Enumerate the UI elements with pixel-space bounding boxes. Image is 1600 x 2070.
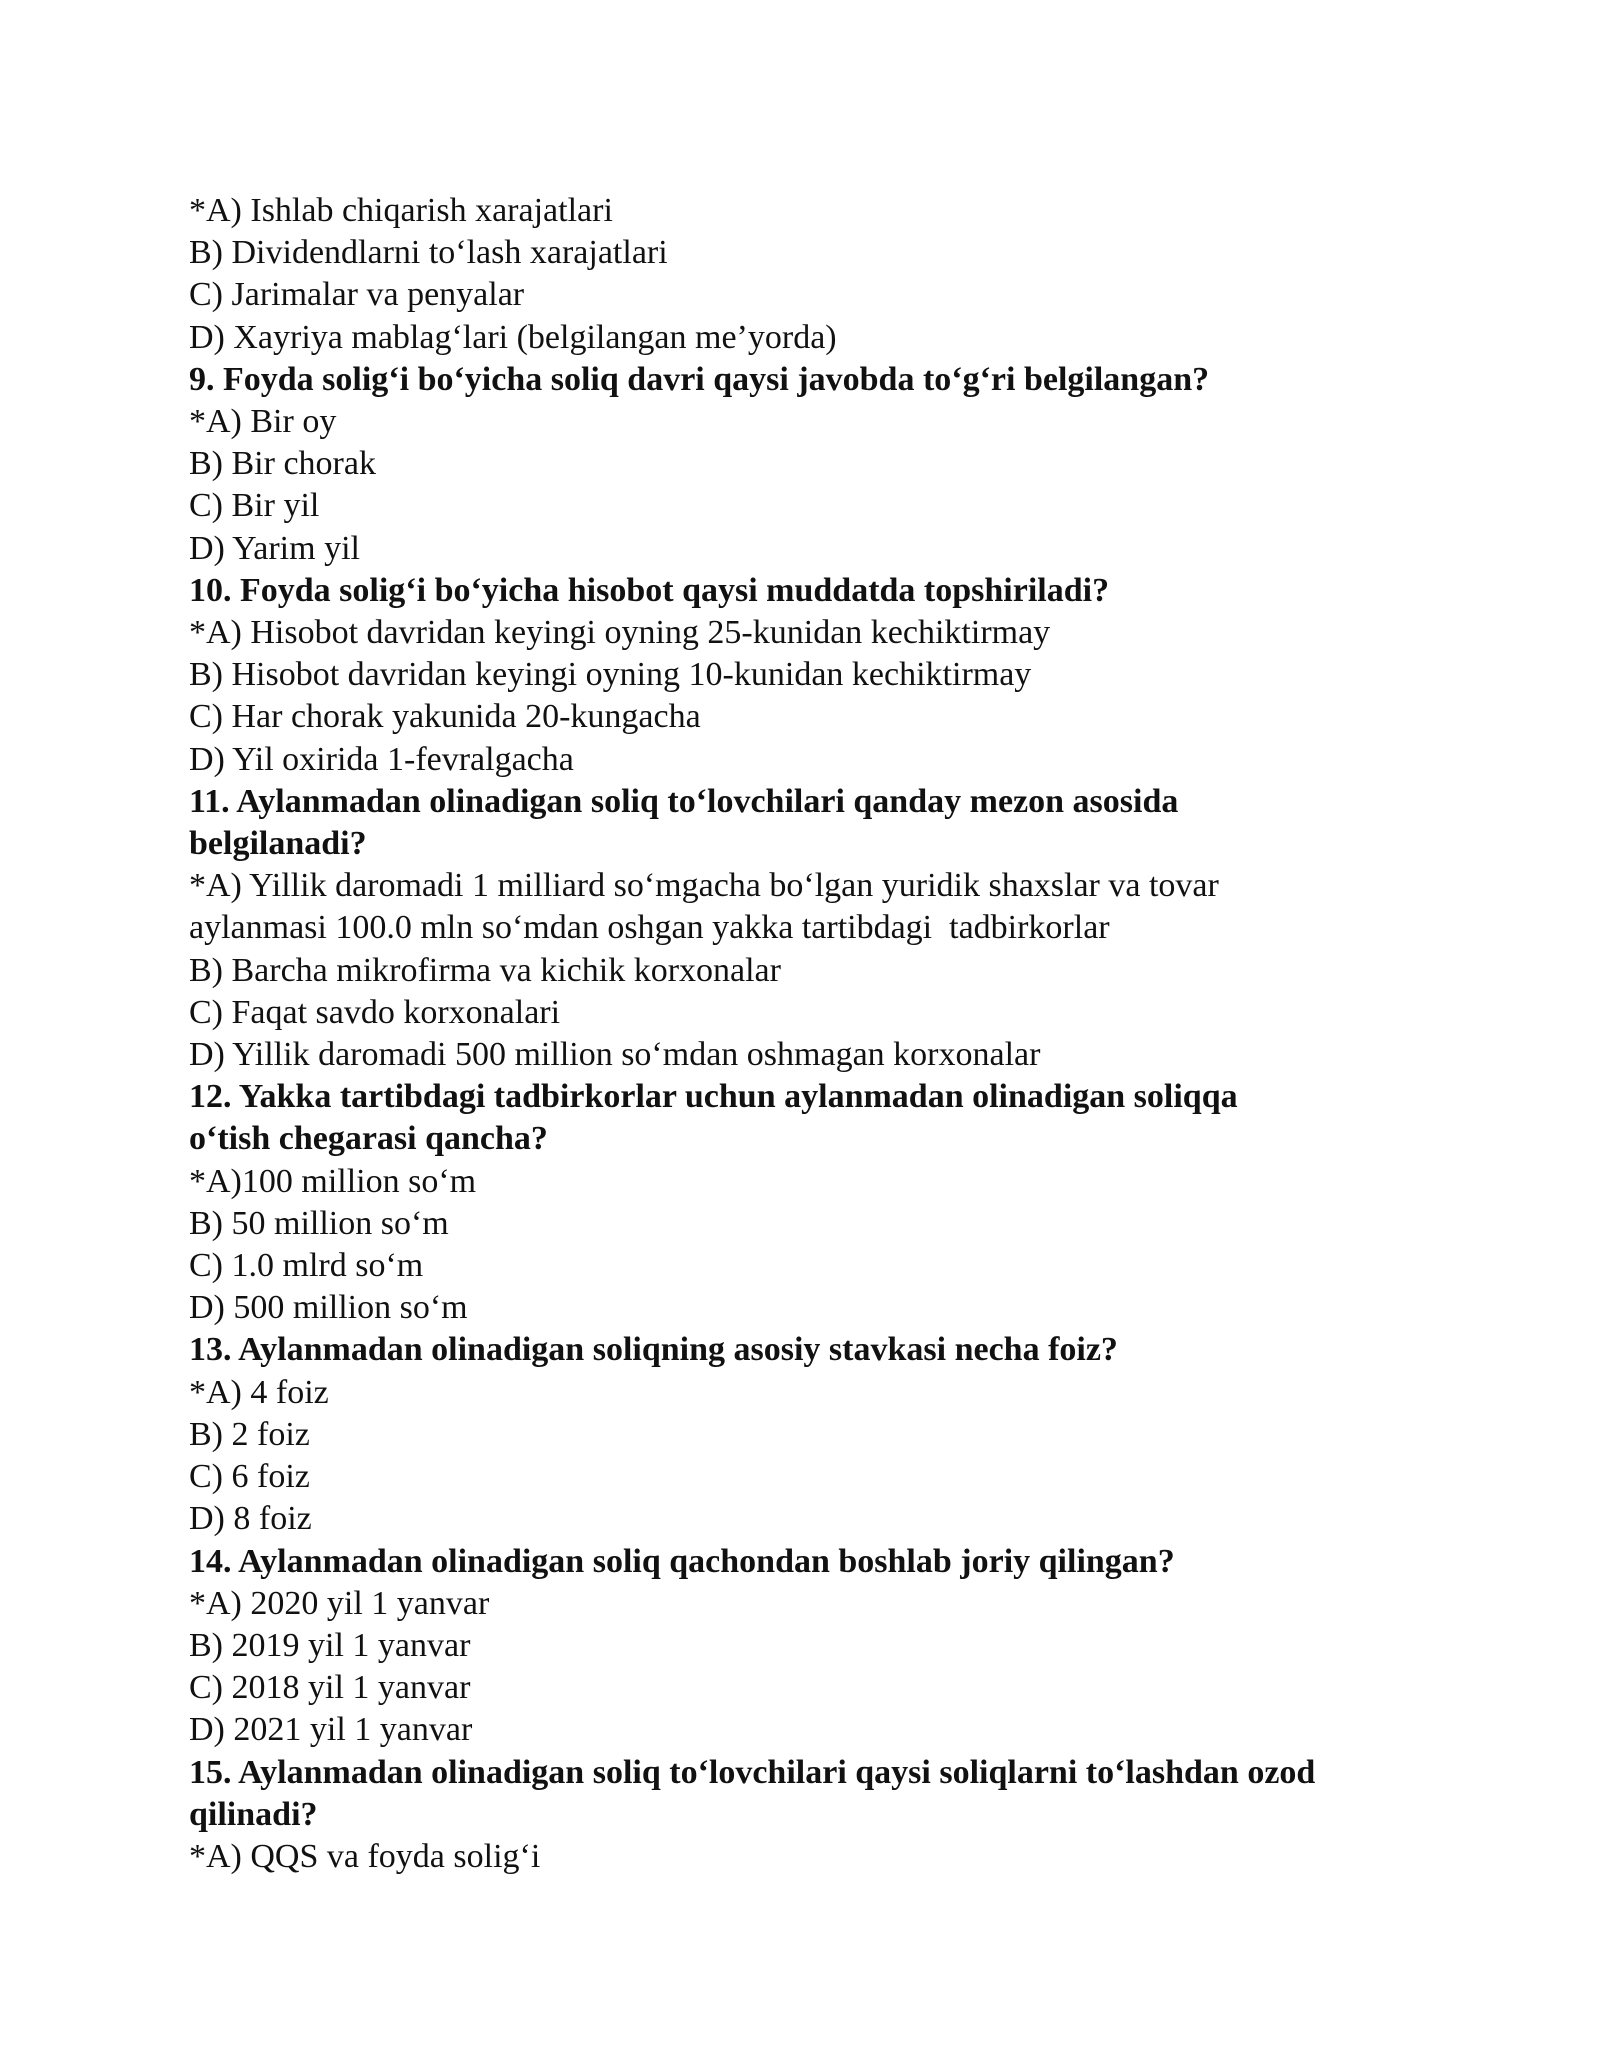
question-title: 14. Aylanmadan olinadigan soliq qachondan boshlab joriy qilingan? xyxy=(189,1542,1175,1580)
answer-option: C) 1.0 mlrd so‘m xyxy=(189,1247,424,1285)
answer-option: D) Xayriya mablag‘lari (belgilangan me’yorda) xyxy=(189,318,837,356)
answer-option: D) 8 foiz xyxy=(189,1500,312,1538)
question-title-continuation: belgilanadi? xyxy=(189,825,367,863)
answer-option: *A)100 million so‘m xyxy=(189,1162,477,1200)
answer-option: B) 2 foiz xyxy=(189,1415,310,1453)
answer-option: *A) Bir oy xyxy=(189,403,337,441)
answer-option: D) 2021 yil 1 yanvar xyxy=(189,1711,473,1749)
answer-option: *A) 4 foiz xyxy=(189,1373,329,1411)
question-title-continuation: qilinadi? xyxy=(189,1795,318,1833)
question-title: 11. Aylanmadan olinadigan soliq to‘lovchilari qanday mezon asosida xyxy=(189,782,1179,820)
question-title: 9. Foyda solig‘i bo‘yicha soliq davri qaysi javobda to‘g‘ri belgilangan? xyxy=(189,360,1210,398)
answer-option: C) Bir yil xyxy=(189,487,320,525)
answer-option: B) Hisobot davridan keyingi oyning 10-kunidan kechiktirmay xyxy=(189,656,1032,694)
question-title: 15. Aylanmadan olinadigan soliq to‘lovchilari qaysi soliqlarni to‘lashdan ozod xyxy=(189,1753,1316,1791)
answer-option-continuation: aylanmasi 100.0 mln so‘mdan oshgan yakka tartibdagi tadbirkorlar xyxy=(189,909,1110,947)
answer-option: *A) Ishlab chiqarish xarajatlari xyxy=(189,192,613,229)
answer-option: B) 50 million so‘m xyxy=(189,1204,449,1242)
answer-option: C) Har chorak yakunida 20-kungacha xyxy=(189,698,701,736)
answer-option: B) 2019 yil 1 yanvar xyxy=(189,1626,471,1664)
answer-option: B) Barcha mikrofirma va kichik korxonalar xyxy=(189,951,781,989)
question-title: 13. Aylanmadan olinadigan soliqning asosiy stavkasi necha foiz? xyxy=(189,1331,1118,1369)
answer-option: C) Faqat savdo korxonalari xyxy=(189,993,561,1031)
answer-option: *A) 2020 yil 1 yanvar xyxy=(189,1584,490,1622)
answer-option: *A) QQS va foyda solig‘i xyxy=(189,1837,541,1875)
answer-option: D) Yillik daromadi 500 million so‘mdan oshmagan korxonalar xyxy=(189,1036,1041,1074)
document-page xyxy=(189,190,1449,1878)
answer-option: B) Bir chorak xyxy=(189,445,376,483)
answer-option: B) Dividendlarni to‘lash xarajatlari xyxy=(189,234,668,272)
question-title: 10. Foyda solig‘i bo‘yicha hisobot qaysi muddatda topshiriladi? xyxy=(189,571,1110,609)
answer-option: D) 500 million so‘m xyxy=(189,1289,468,1327)
answer-option: *A) Hisobot davridan keyingi oyning 25-kunidan kechiktirmay xyxy=(189,614,1051,652)
question-title: 12. Yakka tartibdagi tadbirkorlar uchun aylanmadan olinadigan soliqqa xyxy=(189,1078,1238,1116)
answer-option: C) 2018 yil 1 yanvar xyxy=(189,1669,471,1707)
answer-option: C) Jarimalar va penyalar xyxy=(189,276,525,314)
answer-option: D) Yil oxirida 1-fevralgacha xyxy=(189,740,574,778)
answer-option: *A) Yillik daromadi 1 milliard so‘mgacha bo‘lgan yuridik shaxslar va tovar xyxy=(189,867,1219,905)
answer-option: D) Yarim yil xyxy=(189,529,360,567)
answer-option: C) 6 foiz xyxy=(189,1458,310,1496)
question-title-continuation: o‘tish chegarasi qancha? xyxy=(189,1120,548,1158)
